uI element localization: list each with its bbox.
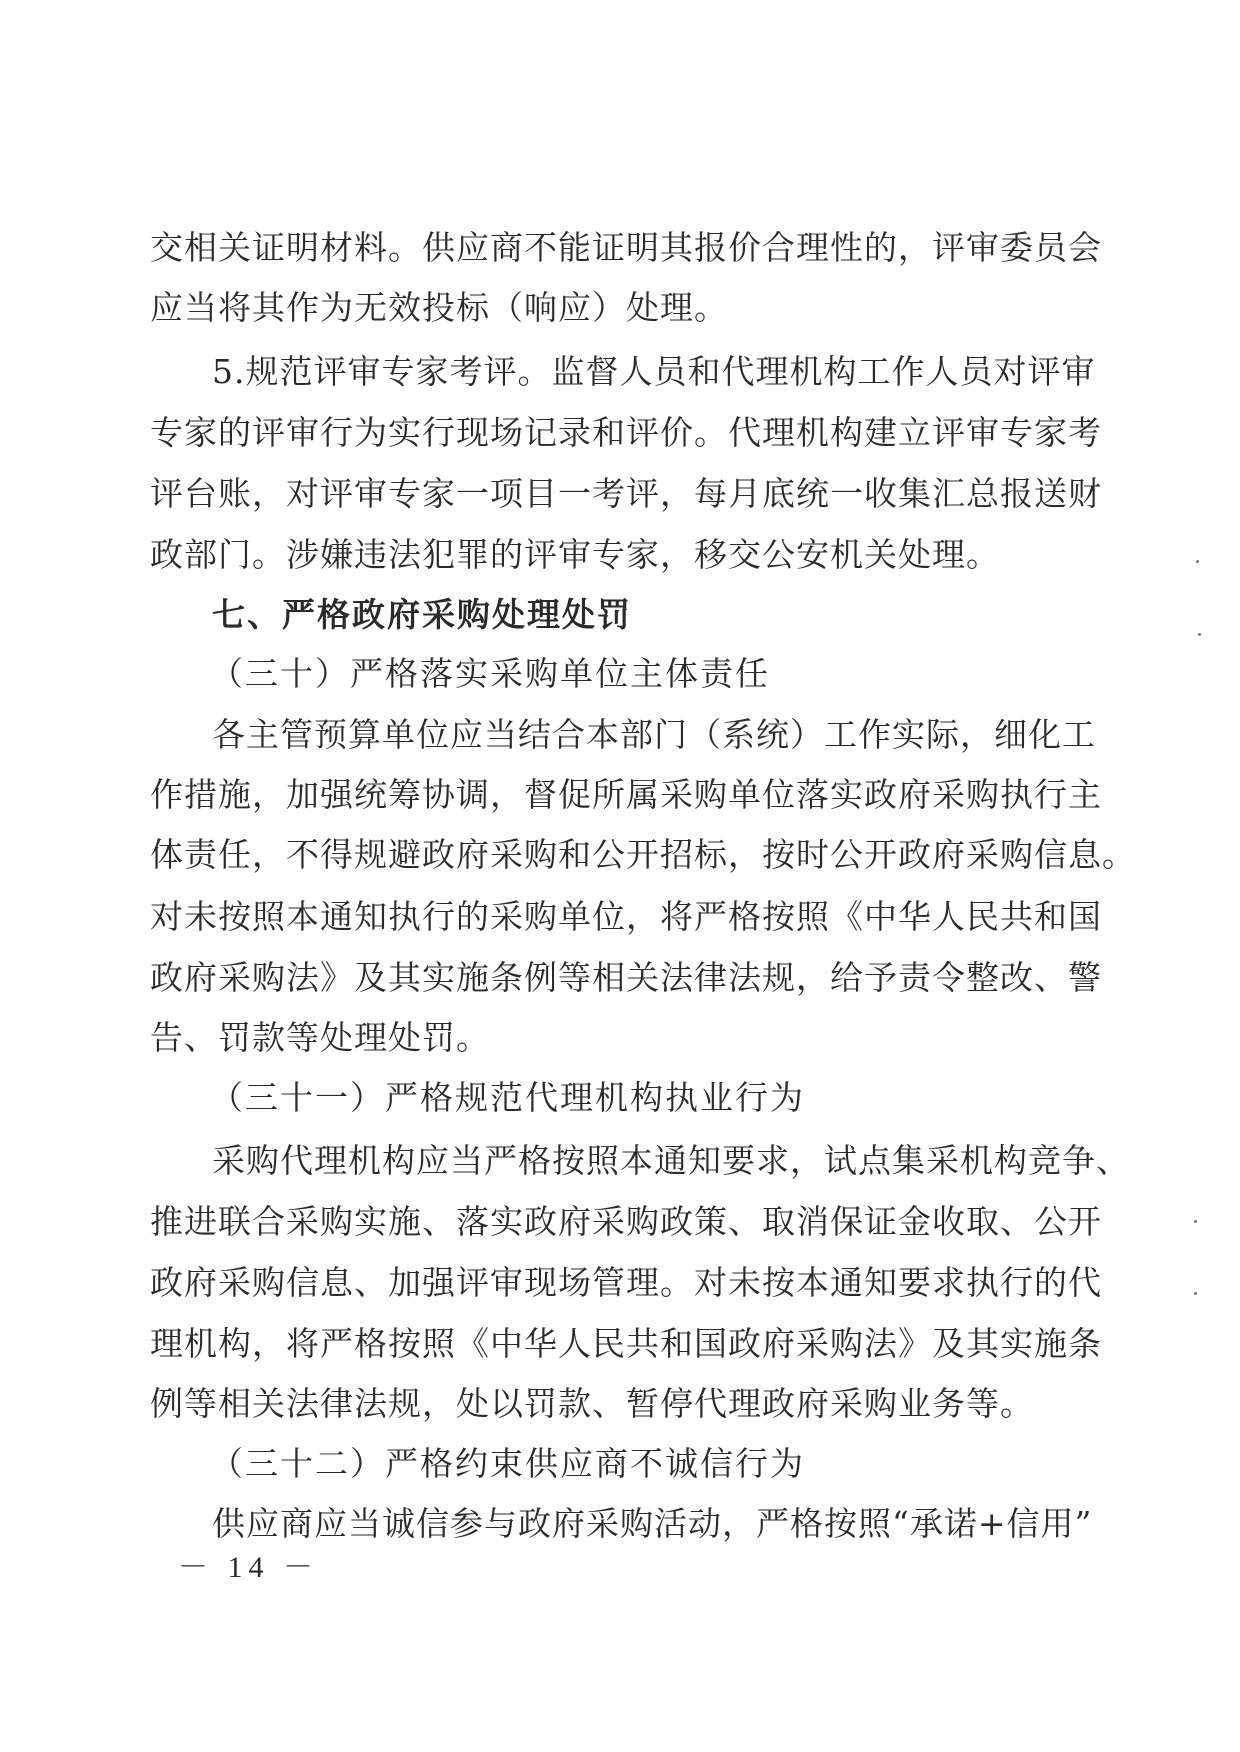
page-number: － 14 －: [178, 1551, 319, 1584]
body-text-line: 专家的评审行为实行现场记录和评价。代理机构建立评审专家考: [150, 413, 1102, 452]
body-text-line: 例等相关法律法规，处以罚款、暂停代理政府采购业务等。: [150, 1384, 1034, 1423]
body-text-line: 告、罚款等处理处罚。: [150, 1018, 490, 1057]
subsection-heading: （三十一）严格规范代理机构执业行为: [210, 1078, 805, 1117]
body-text-line: 采购代理机构应当严格按照本通知要求，试点集采机构竞争、: [212, 1141, 1130, 1180]
body-text-line: 应当将其作为无效投标（响应）处理。: [150, 288, 728, 327]
body-text-line: 对未按照本通知执行的采购单位，将严格按照《中华人民共和国: [150, 897, 1102, 936]
body-text-line: 政府采购法》及其实施条例等相关法律法规，给予责令整改、警: [150, 958, 1102, 997]
body-text-line: 各主管预算单位应当结合本部门（系统）工作实际，细化工: [212, 715, 1096, 754]
scan-speck: [1194, 1220, 1197, 1223]
body-text-line: 作措施，加强统筹协调，督促所属采购单位落实政府采购执行主: [150, 775, 1102, 814]
subsection-heading: （三十）严格落实采购单位主体责任: [210, 654, 770, 693]
body-text-line: 体责任，不得规避政府采购和公开招标，按时公开政府采购信息。: [150, 835, 1136, 874]
scan-speck: [1198, 633, 1201, 636]
body-text-line: 评台账，对评审专家一项目一考评，每月底统一收集汇总报送财: [150, 474, 1102, 513]
body-text-line: 5.规范评审专家考评。监督人员和代理机构工作人员对评审: [212, 352, 1096, 391]
body-text-line: 供应商应当诚信参与政府采购活动，严格按照“承诺+信用”: [212, 1504, 1093, 1543]
section-heading: 七、严格政府采购处理处罚: [212, 595, 632, 634]
scan-speck: [1196, 560, 1199, 563]
body-text-line: 推进联合采购实施、落实政府采购政策、取消保证金收取、公开: [150, 1202, 1102, 1241]
subsection-heading: （三十二）严格约束供应商不诚信行为: [210, 1444, 805, 1483]
body-text-line: 政部门。涉嫌违法犯罪的评审专家，移交公安机关处理。: [150, 535, 1000, 574]
scan-speck: [1194, 1292, 1197, 1295]
body-text-line: 交相关证明材料。供应商不能证明其报价合理性的，评审委员会: [150, 228, 1102, 267]
body-text-line: 理机构，将严格按照《中华人民共和国政府采购法》及其实施条: [150, 1324, 1102, 1363]
body-text-line: 政府采购信息、加强评审现场管理。对未按本通知要求执行的代: [150, 1263, 1102, 1302]
